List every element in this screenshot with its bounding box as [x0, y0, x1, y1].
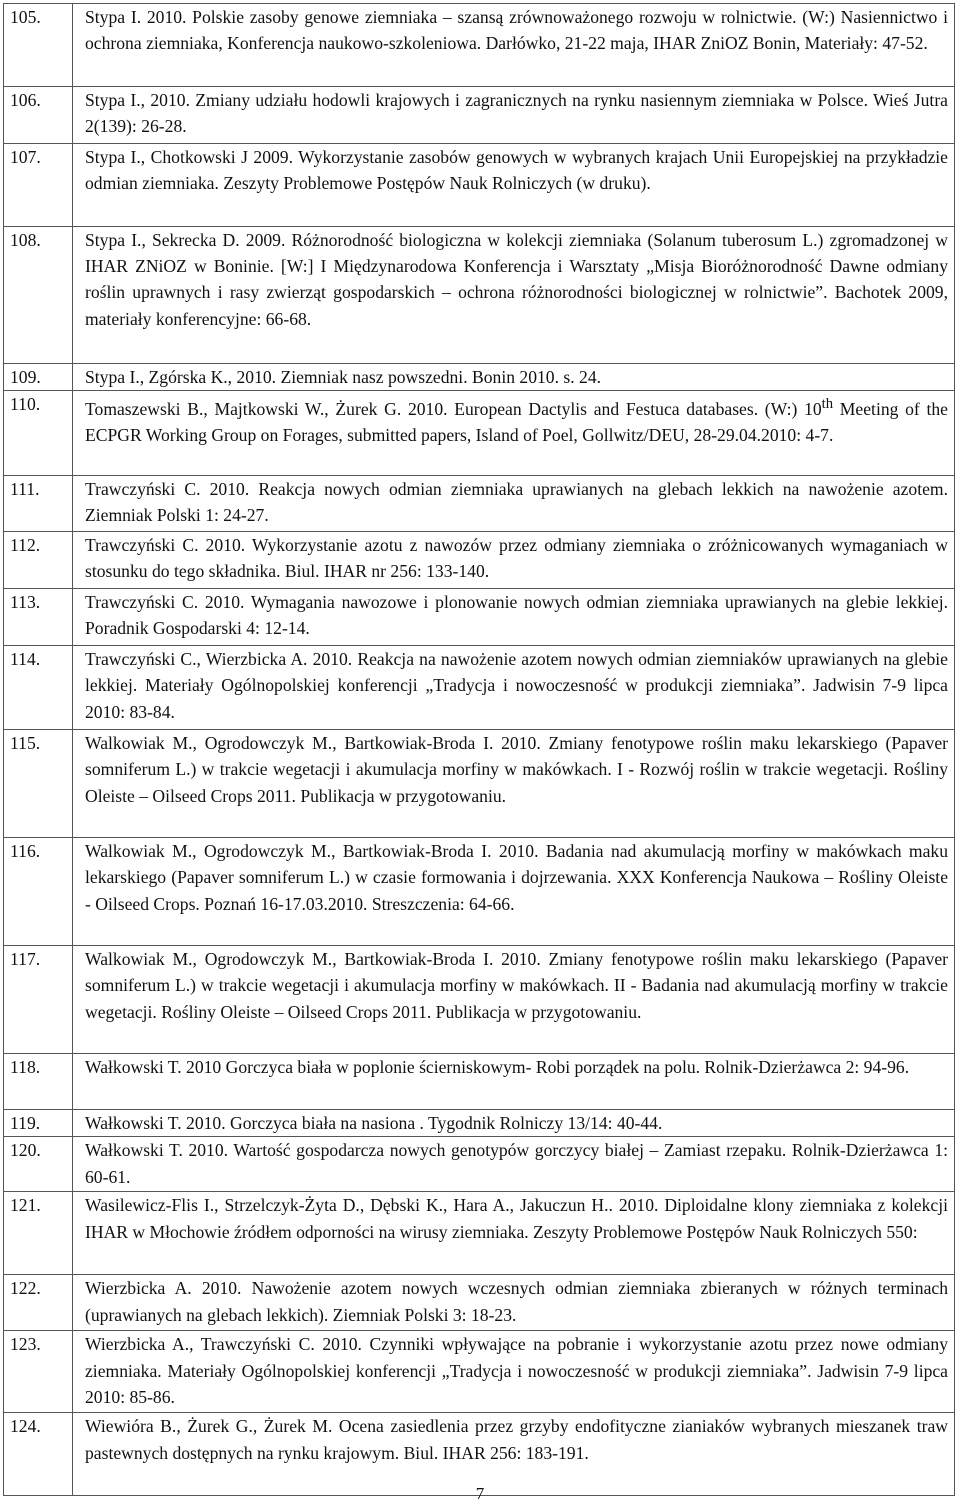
reference-number: 122.	[4, 1275, 73, 1331]
reference-row	[4, 646, 955, 730]
reference-text: Trawczyński C. 2010. Reakcja nowych odmian ziemniaka uprawianych na glebach lekkich na nawożenie azotem. Ziemniak Polski 1: 24-27.	[73, 476, 955, 532]
reference-number: 106.	[4, 87, 73, 144]
reference-text-part: Tomaszewski B., Majtkowski W., Żurek G. 2010. European Dactylis and Festuca databases. (W:) 10	[85, 399, 822, 420]
reference-text: Walkowiak M., Ogrodowczyk M., Bartkowiak-Broda I. 2010. Zmiany fenotypowe roślin maku lekarskiego (Papaver somniferum L.) w trakcie wegetacji i akumulacja morfiny w makówkach. II - Badania nad akumulacją morfiny w trakcie wegetacji. Rośliny Oleiste – Oilseed Crops 2011. Publikacja w przygotowaniu.	[73, 946, 955, 1054]
reference-number: 114.	[4, 646, 73, 730]
reference-text: Trawczyński C., Wierzbicka A. 2010. Reakcja na nawożenie azotem nowych odmian ziemniaków uprawianych na glebie lekkiej. Materiały Ogólnopolskiej konferencji „Tradycja i nowoczesność w produkcji ziemniaka”. Jadwisin 7-9 lipca 2010: 83-84.	[73, 646, 955, 730]
reference-number: 124.	[4, 1413, 73, 1496]
reference-text: Walkowiak M., Ogrodowczyk M., Bartkowiak-Broda I. 2010. Zmiany fenotypowe roślin maku lekarskiego (Papaver somniferum L.) w trakcie wegetacji i akumulacja morfiny w makówkach. I - Rozwój roślin w trakcie wegetacji. Rośliny Oleiste – Oilseed Crops 2011. Publikacja w przygotowaniu.	[73, 730, 955, 838]
reference-number: 112.	[4, 532, 73, 589]
reference-text-part: Meeting of the ECPGR Working Group on Forages, submitted papers, Island of Poel, Gollwitz/DEU, 28-29.04.2010: 4-7.	[85, 399, 948, 446]
reference-text: Wierzbicka A., Trawczyński C. 2010. Czynniki wpływające na pobranie i wykorzystanie azotu przez nowe odmiany ziemniaka. Materiały Ogólnopolskiej konferencji „Tradycja i nowoczesność w produkcji ziemniaka”. Jadwisin 7-9 lipca 2010: 85-86.	[73, 1331, 955, 1413]
reference-row	[4, 532, 955, 589]
references-table	[3, 3, 955, 1496]
reference-number: 116.	[4, 838, 73, 946]
ordinal-superscript: th	[821, 396, 834, 413]
reference-text: Wałkowski T. 2010. Gorczyca biała na nasiona . Tygodnik Rolniczy 13/14: 40-44.	[73, 1110, 955, 1137]
reference-row	[4, 144, 955, 227]
reference-text: Wiewióra B., Żurek G., Żurek M. Ocena zasiedlenia przez grzyby endofityczne zianiaków wybranych mieszanek traw pastewnych dostępnych na rynku krajowym. Biul. IHAR 256: 183-191.	[73, 1413, 955, 1496]
reference-text: Wierzbicka A. 2010. Nawożenie azotem nowych wczesnych odmian ziemniaka zbieranych w różnych terminach (uprawianych na glebach lekkich). Ziemniak Polski 3: 18-23.	[73, 1275, 955, 1331]
reference-row	[4, 364, 955, 391]
reference-row	[4, 946, 955, 1054]
reference-number: 111.	[4, 476, 73, 532]
reference-number: 121.	[4, 1192, 73, 1275]
reference-number: 119.	[4, 1110, 73, 1137]
reference-text: Trawczyński C. 2010. Wymagania nawozowe i plonowanie nowych odmian ziemniaka uprawianych na glebie lekkiej. Poradnik Gospodarski 4: 12-14.	[73, 589, 955, 646]
reference-number: 109.	[4, 364, 73, 391]
reference-row	[4, 391, 955, 476]
reference-row	[4, 1192, 955, 1275]
reference-number: 113.	[4, 589, 73, 646]
reference-row	[4, 730, 955, 838]
reference-number: 115.	[4, 730, 73, 838]
reference-text: Stypa I., Sekrecka D. 2009. Różnorodność biologiczna w kolekcji ziemniaka (Solanum tuberosum L.) zgromadzonej w IHAR ZNiOZ w Boninie. [W:] I Międzynarodowa Konferencja i Warsztaty „Misja Bioróżnorodność Dawne odmiany roślin uprawnych i rasy zwierząt gospodarskich – ochrona różnorodności biologicznej w rolnictwie”. Bachotek 2009, materiały konferencyjne: 66-68.	[73, 227, 955, 364]
reference-row	[4, 476, 955, 532]
reference-text: Stypa I. 2010. Polskie zasoby genowe ziemniaka – szansą zrównoważonego rozwoju w rolnictwie. (W:) Nasiennictwo i ochrona ziemniaka, Konferencja naukowo-szkoleniowa. Darłówko, 21-22 maja, IHAR ZniOZ Bonin, Materiały: 47-52.	[73, 4, 955, 87]
reference-row	[4, 589, 955, 646]
reference-number: 107.	[4, 144, 73, 227]
page-number: 7	[475, 1484, 485, 1503]
reference-text: Wałkowski T. 2010. Wartość gospodarcza nowych genotypów gorczycy białej – Zamiast rzepaku. Rolnik-Dzierżawca 1: 60-61.	[73, 1137, 955, 1192]
reference-row	[4, 1054, 955, 1110]
reference-text: Stypa I., Chotkowski J 2009. Wykorzystanie zasobów genowych w wybranych krajach Unii Europejskiej na przykładzie odmian ziemniaka. Zeszyty Problemowe Postępów Nauk Rolniczych (w druku).	[73, 144, 955, 227]
reference-row	[4, 4, 955, 87]
reference-row	[4, 1110, 955, 1137]
reference-text: Wałkowski T. 2010 Gorczyca biała w poplonie ścierniskowym- Robi porządek na polu. Rolnik-Dzierżawca 2: 94-96.	[73, 1054, 955, 1110]
reference-text	[73, 391, 955, 476]
reference-text: Stypa I., Zgórska K., 2010. Ziemniak nasz powszedni. Bonin 2010. s. 24.	[73, 364, 955, 391]
reference-text: Wasilewicz-Flis I., Strzelczyk-Żyta D., Dębski K., Hara A., Jakuczun H.. 2010. Diploidalne klony ziemniaka z kolekcji IHAR w Młochowie źródłem odporności na wirusy ziemniaka. Zeszyty Problemowe Postępów Nauk Rolniczych 550:	[73, 1192, 955, 1275]
reference-number: 108.	[4, 227, 73, 364]
reference-row	[4, 87, 955, 144]
reference-row	[4, 1137, 955, 1192]
reference-number: 118.	[4, 1054, 73, 1110]
reference-row	[4, 1275, 955, 1331]
reference-text: Stypa I., 2010. Zmiany udziału hodowli krajowych i zagranicznych na rynku nasiennym ziemniaka w Polsce. Wieś Jutra 2(139): 26-28.	[73, 87, 955, 144]
reference-text: Walkowiak M., Ogrodowczyk M., Bartkowiak-Broda I. 2010. Badania nad akumulacją morfiny w makówkach maku lekarskiego (Papaver somniferum L.) w czasie formowania i dojrzewania. XXX Konferencja Naukowa – Rośliny Oleiste - Oilseed Crops. Poznań 16-17.03.2010. Streszczenia: 64-66.	[73, 838, 955, 946]
reference-row	[4, 227, 955, 364]
reference-number: 120.	[4, 1137, 73, 1192]
reference-number: 105.	[4, 4, 73, 87]
reference-row	[4, 838, 955, 946]
reference-row	[4, 1331, 955, 1413]
reference-text: Trawczyński C. 2010. Wykorzystanie azotu z nawozów przez odmiany ziemniaka o zróżnicowanych wymaganiach w stosunku do tego składnika. Biul. IHAR nr 256: 133-140.	[73, 532, 955, 589]
reference-number: 117.	[4, 946, 73, 1054]
reference-number: 123.	[4, 1331, 73, 1413]
reference-number: 110.	[4, 391, 73, 476]
